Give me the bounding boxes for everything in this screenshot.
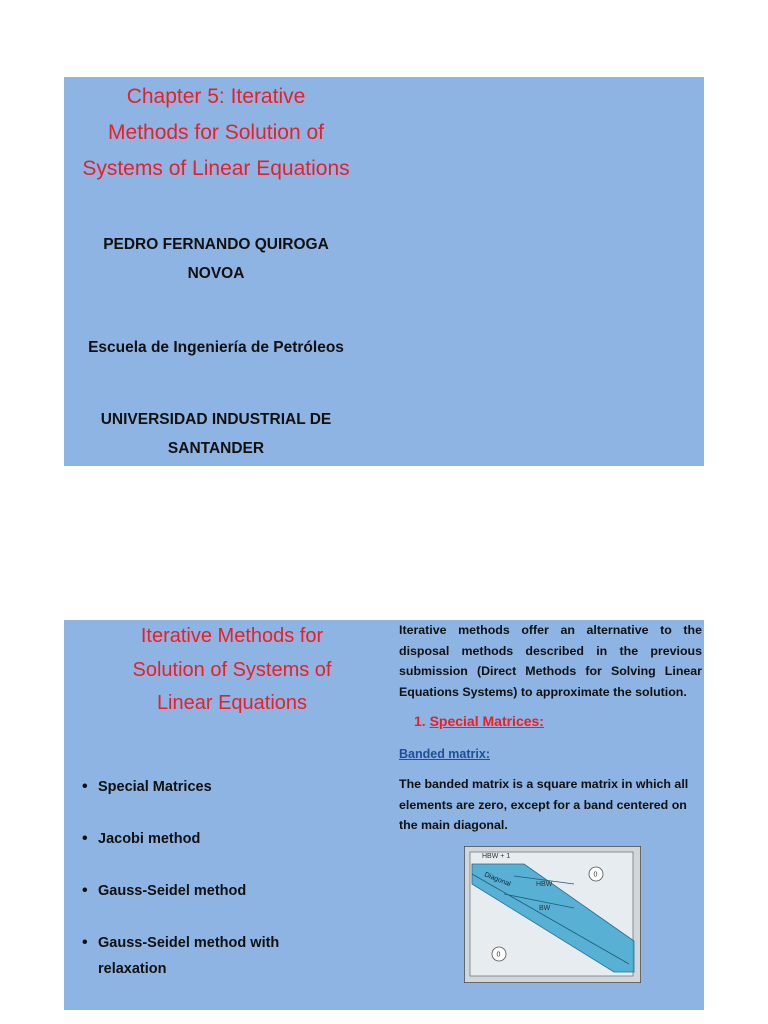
list-item: • Gauss-Seidel method [82, 878, 382, 904]
heading-text: Special Matrices: [429, 713, 544, 729]
author-name [64, 230, 368, 288]
author-line: PEDRO FERNANDO QUIROGA [103, 236, 329, 253]
list-item: • Special Matrices [82, 774, 382, 800]
list-item [82, 930, 382, 982]
section-title-line: Solution of Systems of [132, 658, 332, 681]
university-name [64, 405, 368, 463]
list-item-text: relaxation [98, 961, 167, 977]
list-item-text: Gauss-Seidel method with [98, 935, 280, 951]
banded-matrix-paragraph: The banded matrix is a square matrix in which all elements are zero, except for a band centered on the main diagonal. [399, 777, 689, 832]
intro-paragraph: Iterative methods offer an alternative to the disposal methods described in the previous submission (Direct Methods for Solving Linear Equations Systems) to approximate the solution. [399, 623, 702, 699]
section-title-line: Linear Equations [156, 692, 308, 714]
upper-zero-label: 0 [593, 871, 598, 879]
lower-zero-label: 0 [496, 951, 501, 959]
hbw-label: HBW [536, 881, 553, 888]
heading-number: 1. [414, 713, 426, 729]
university-line: SANTANDER [167, 440, 265, 457]
hbw-plus-one-label: HBW + 1 [482, 853, 511, 860]
special-matrices-heading [414, 713, 544, 729]
section-title [94, 620, 370, 721]
chapter-title-line: Systems of Linear Equations [82, 157, 350, 180]
content-slide [64, 620, 704, 1010]
chapter-title-line: Chapter 5: Iterative [126, 85, 306, 108]
banded-matrix-figure [464, 846, 641, 983]
list-item: • Jacobi method [82, 826, 382, 852]
title-slide [64, 77, 704, 466]
diagonal-label: Diagonal [483, 871, 512, 889]
chapter-title-line: Methods for Solution of [108, 121, 324, 144]
university-line: UNIVERSIDAD INDUSTRIAL DE [100, 411, 332, 428]
section-title-line: Iterative Methods for [140, 625, 324, 647]
author-line: NOVOA [187, 265, 245, 282]
chapter-title [64, 79, 368, 187]
topic-list [82, 774, 382, 982]
bw-label: BW [539, 905, 551, 912]
school-name: Escuela de Ingeniería de Petróleos [88, 339, 344, 356]
banded-matrix-subheading: Banded matrix: [399, 747, 490, 761]
